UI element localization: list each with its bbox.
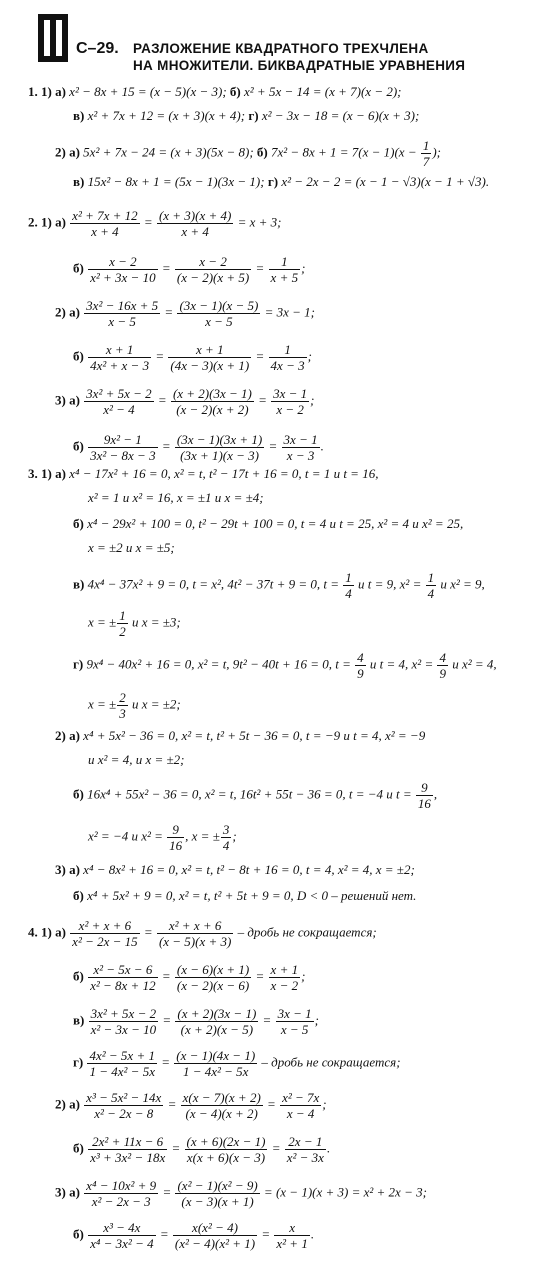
fraction-denominator: x² + 3x − 10 xyxy=(90,270,156,285)
fraction-denominator: (x − 2)(x + 5) xyxy=(176,270,250,285)
math-text: , xyxy=(433,786,438,802)
math-text: x = ±2 и x = ±5; xyxy=(88,540,175,555)
math-text: = 3x − 1; xyxy=(261,304,315,320)
fraction-numerator: x² + x + 6 xyxy=(70,918,139,934)
fraction-denominator: (x² − 4)(x² + 1) xyxy=(174,1236,256,1251)
item-label: в) xyxy=(73,576,88,592)
math-text: = x + 3; xyxy=(234,214,282,230)
item-label: б) xyxy=(73,786,88,802)
math-text: . xyxy=(310,1226,315,1242)
math-text: = xyxy=(158,968,174,984)
fraction xyxy=(173,1220,257,1251)
fraction-denominator: 1 − 4x² − 5x xyxy=(182,1064,249,1079)
item-label: б) xyxy=(73,968,88,984)
fraction-numerator: (x + 3)(x + 4) xyxy=(158,208,232,223)
solution-line xyxy=(88,540,175,556)
fraction-numerator: x + 1 xyxy=(168,342,251,358)
solution-line xyxy=(73,780,437,811)
math-text: – дробь не сокращается; xyxy=(234,924,377,940)
section-title xyxy=(133,40,465,74)
fraction-denominator: 4 xyxy=(222,838,230,853)
math-text: x = ± xyxy=(88,696,117,712)
item-label: 4. 1) а) xyxy=(28,924,70,940)
fraction-denominator: x + 4 xyxy=(181,224,209,239)
solution-line xyxy=(73,432,324,463)
fraction-denominator: x + 5 xyxy=(270,270,299,285)
fraction-numerator: 3 xyxy=(222,822,230,837)
fraction-numerator: (x − 6)(x + 1) xyxy=(176,962,250,977)
math-text: x² = −4 и x² = xyxy=(88,828,167,844)
solution-line xyxy=(28,466,378,482)
fraction-numerator: x(x² − 4) xyxy=(173,1220,257,1236)
fraction xyxy=(84,1090,163,1121)
fraction-numerator: x² − 7x xyxy=(282,1090,320,1105)
solution-line xyxy=(73,650,497,681)
fraction-numerator: (x + 2)(3x − 1) xyxy=(177,1006,257,1021)
fraction xyxy=(426,570,437,601)
item-label: 2) а) xyxy=(55,144,84,160)
item-label: б) xyxy=(73,1140,88,1156)
solution-line xyxy=(55,138,441,169)
math-text: x⁴ − 29x² + 100 = 0, t² − 29t + 100 = 0, t = 4 и t = 25, x² = 4 и x² = 25, xyxy=(87,516,464,531)
fraction xyxy=(175,432,264,463)
math-text: = xyxy=(258,1226,274,1242)
fraction-denominator: 4x² + x − 3 xyxy=(90,358,150,373)
math-text: = (x − 1)(x + 3) = x² + 2x − 3; xyxy=(260,1184,427,1200)
fraction-denominator: x(x + 6)(x − 3) xyxy=(186,1150,266,1165)
math-text: = xyxy=(252,968,268,984)
fraction xyxy=(157,208,233,239)
fraction xyxy=(282,432,320,463)
fraction-denominator: 3x² − 8x − 3 xyxy=(90,448,156,463)
fraction xyxy=(70,208,139,239)
math-text: ; xyxy=(301,968,306,984)
item-label: б) xyxy=(73,1226,88,1242)
solution-line xyxy=(73,888,416,904)
fraction xyxy=(88,342,151,373)
fraction-numerator: (x² − 1)(x² − 9) xyxy=(177,1178,258,1193)
math-text: . xyxy=(326,1140,331,1156)
math-text: x² − 3x − 18 = (x − 6)(x + 3); xyxy=(261,108,420,123)
fraction-numerator: (x + 6)(2x − 1) xyxy=(186,1134,266,1149)
solution-line xyxy=(73,342,312,373)
math-text: ; xyxy=(232,828,237,844)
fraction-denominator: 4 xyxy=(345,586,352,601)
math-text: 9x⁴ − 40x² + 16 = 0, x² = t, 9t² − 40t + 16 = 0, t = xyxy=(86,656,355,672)
math-text: – дробь не сокращается; xyxy=(258,1054,401,1070)
math-text: = xyxy=(263,1096,280,1112)
solution-line xyxy=(88,690,181,721)
math-text: ; xyxy=(322,1096,327,1112)
item-label: в) xyxy=(73,174,88,189)
fraction xyxy=(185,1134,268,1165)
math-text: x⁴ − 17x² + 16 = 0, x² = t, t² − 17t + 16 = 0, t = 1 и t = 16, xyxy=(69,466,379,481)
item-label: б) xyxy=(256,144,272,160)
math-text: ; xyxy=(307,348,312,364)
fraction-denominator: x² − 2x − 3 xyxy=(91,1194,151,1209)
math-text: = xyxy=(140,214,156,230)
fraction xyxy=(269,962,301,993)
fraction xyxy=(88,962,157,993)
fraction xyxy=(269,342,307,373)
solution-line xyxy=(73,516,463,532)
fraction-denominator: x² + 1 xyxy=(276,1236,308,1251)
math-text: и x² = 9, xyxy=(437,576,485,592)
fraction-denominator: x² − 8x + 12 xyxy=(90,978,156,993)
math-text: = xyxy=(140,924,156,940)
fraction-numerator: 4 xyxy=(357,650,364,665)
solution-line xyxy=(73,108,419,124)
math-text: = xyxy=(265,438,281,454)
fraction-numerator: (3x − 1)(x − 5) xyxy=(179,298,259,313)
math-text: = xyxy=(252,260,268,276)
math-text: и x² = 4, xyxy=(448,656,497,672)
math-text: = xyxy=(259,1012,275,1028)
fraction-numerator: x² + 7x + 12 xyxy=(72,208,138,223)
fraction xyxy=(221,822,232,853)
fraction-denominator: x − 5 xyxy=(280,1022,309,1037)
fraction-numerator: x² + x + 6 xyxy=(157,918,233,934)
fraction-numerator: 9 xyxy=(416,780,433,796)
fraction xyxy=(421,138,432,169)
solution-line xyxy=(73,254,305,285)
solution-line xyxy=(73,1048,401,1079)
math-text: ); xyxy=(432,144,442,160)
fraction-denominator: (x − 2)(x + 2) xyxy=(176,402,249,417)
math-text: = xyxy=(158,260,174,276)
fraction-numerator: 1 xyxy=(422,138,430,153)
item-label: 3) а) xyxy=(55,392,84,408)
fraction xyxy=(416,780,433,811)
item-label: б) xyxy=(73,516,88,531)
fraction xyxy=(271,386,309,417)
math-text: , x = ± xyxy=(185,828,220,844)
fraction-numerator: 3x − 1 xyxy=(273,386,308,401)
item-label: 3) а) xyxy=(55,862,84,877)
fraction-denominator: 9 xyxy=(357,666,364,681)
solution-line xyxy=(55,1090,327,1121)
item-label: 3) а) xyxy=(55,1184,84,1200)
solution-line xyxy=(55,728,425,744)
fraction-numerator: 4 xyxy=(439,650,446,665)
math-text: x² − 2x − 2 = (x − 1 − √3)(x − 1 + √3). xyxy=(281,174,490,189)
math-text: = xyxy=(156,1226,172,1242)
fraction xyxy=(174,1048,257,1079)
item-label: 2) а) xyxy=(55,1096,84,1112)
fraction-denominator: 1 − 4x² − 5x xyxy=(89,1064,155,1079)
fraction-denominator: 2 xyxy=(119,624,126,639)
fraction-numerator: 2 xyxy=(119,690,126,705)
fraction-numerator: x⁴ − 10x² + 9 xyxy=(86,1178,157,1193)
solution-line xyxy=(28,84,402,100)
section-title-line-1: РАЗЛОЖЕНИЕ КВАДРАТНОГО ТРЕХЧЛЕНА xyxy=(133,41,429,56)
solution-line xyxy=(28,918,377,949)
item-label: г) xyxy=(73,1054,87,1070)
solution-line xyxy=(73,174,489,190)
solution-line xyxy=(55,298,315,329)
item-label: 2. 1) а) xyxy=(28,214,70,230)
fraction-denominator: x⁴ − 3x² − 4 xyxy=(90,1236,154,1251)
math-text: = xyxy=(161,304,177,320)
item-label: 1. 1) а) xyxy=(28,84,70,99)
fraction xyxy=(88,1134,167,1165)
solution-line xyxy=(88,752,184,768)
solution-line xyxy=(28,208,282,239)
fraction-numerator: 3x² + 5x − 2 xyxy=(90,1006,157,1021)
fraction-denominator: x + 4 xyxy=(91,224,119,239)
solution-line xyxy=(88,608,181,639)
math-text: x = ± xyxy=(88,614,117,630)
solution-line xyxy=(73,962,305,993)
math-text: = xyxy=(268,1140,284,1156)
fraction xyxy=(177,298,260,329)
item-label: 2) а) xyxy=(55,304,84,320)
math-text: 15x² − 8x + 1 = (5x − 1)(3x − 1); xyxy=(87,174,268,189)
fraction xyxy=(171,386,254,417)
fraction xyxy=(181,1090,263,1121)
fraction-denominator: x² − 2x − 8 xyxy=(94,1106,154,1121)
fraction-numerator: 3x − 1 xyxy=(277,1006,312,1021)
math-text: и t = 9, x² = xyxy=(354,576,425,592)
fraction-denominator: 4x − 3 xyxy=(270,358,305,373)
fraction xyxy=(175,1178,259,1209)
fraction-denominator: 7 xyxy=(422,154,430,169)
fraction-denominator: x² − 2x − 15 xyxy=(72,934,138,949)
fraction-numerator: 3x² + 5x − 2 xyxy=(86,386,152,401)
fraction-numerator: 1 xyxy=(427,570,435,585)
fraction-denominator: 4 xyxy=(427,586,435,601)
fraction xyxy=(117,690,128,721)
math-text: = xyxy=(159,1184,175,1200)
fraction xyxy=(280,1090,321,1121)
fraction xyxy=(84,386,153,417)
chapter-mark-icon xyxy=(38,14,68,62)
item-label: б) xyxy=(73,888,88,903)
section-title-line-2: НА МНОЖИТЕЛИ. БИКВАДРАТНЫЕ УРАВНЕНИЯ xyxy=(133,58,466,73)
item-label: б) xyxy=(73,438,88,454)
fraction xyxy=(84,1178,158,1209)
fraction xyxy=(175,254,251,285)
fraction-numerator: 1 xyxy=(119,608,126,623)
fraction-numerator: x − 2 xyxy=(175,254,251,270)
fraction-numerator: 9 xyxy=(167,822,184,838)
math-text: 7x² − 8x + 1 = 7(x − 1)(x − xyxy=(271,144,420,160)
fraction-numerator: 2x − 1 xyxy=(285,1134,326,1150)
fraction-numerator: x(x − 7)(x + 2) xyxy=(182,1090,261,1105)
math-text: = xyxy=(154,392,170,408)
solution-line xyxy=(55,862,415,878)
fraction xyxy=(157,918,233,949)
fraction-denominator: x − 3 xyxy=(286,448,315,463)
solution-line xyxy=(73,1006,319,1037)
fraction-numerator: x² − 5x − 6 xyxy=(88,962,157,978)
math-text: ; xyxy=(301,260,306,276)
fraction-denominator: (x + 2)(x − 5) xyxy=(180,1022,254,1037)
fraction-denominator: 16 xyxy=(169,838,183,853)
math-text: x⁴ + 5x² + 9 = 0, x² = t, t² + 5t + 9 = 0, D < 0 – решений нет. xyxy=(87,888,417,903)
fraction-numerator: x³ − 5x² − 14x xyxy=(86,1090,162,1105)
fraction xyxy=(89,1006,158,1037)
fraction xyxy=(88,432,157,463)
math-text: x² − 8x + 15 = (x − 5)(x − 3); xyxy=(69,84,230,99)
fraction-denominator: x − 2 xyxy=(276,402,304,417)
fraction-numerator: (x − 1)(4x − 1) xyxy=(176,1048,256,1063)
fraction xyxy=(437,650,448,681)
fraction-numerator: 3x² − 16x + 5 xyxy=(86,298,159,313)
fraction xyxy=(168,342,251,373)
fraction xyxy=(175,1006,258,1037)
fraction-numerator: x xyxy=(274,1220,309,1236)
fraction-denominator: x² − 3x − 10 xyxy=(90,1022,157,1037)
fraction-denominator: x² − 4 xyxy=(103,402,135,417)
fraction xyxy=(88,1220,156,1251)
section-number: С–29. xyxy=(76,40,119,57)
fraction-denominator: x − 5 xyxy=(108,314,136,329)
fraction xyxy=(355,650,366,681)
fraction-denominator: x − 5 xyxy=(205,314,233,329)
item-label: 3. 1) а) xyxy=(28,466,70,481)
fraction-denominator: 16 xyxy=(417,796,431,811)
fraction-numerator: 1 xyxy=(345,570,352,585)
math-text: x⁴ + 5x² − 36 = 0, x² = t, t² + 5t − 36 = 0, t = −9 и t = 4, x² = −9 xyxy=(83,728,426,743)
fraction-numerator: x³ − 4x xyxy=(88,1220,156,1236)
item-label: б) xyxy=(73,260,88,276)
fraction xyxy=(167,822,184,853)
fraction xyxy=(117,608,128,639)
math-text: = xyxy=(252,348,268,364)
math-text: и x = ±2; xyxy=(128,696,181,712)
fraction-numerator: x + 1 xyxy=(270,962,299,977)
fraction-denominator: (4x − 3)(x + 1) xyxy=(170,358,250,373)
fraction xyxy=(84,298,160,329)
fraction-numerator: (x + 2)(3x − 1) xyxy=(172,386,252,401)
fraction-denominator: 3 xyxy=(119,706,126,721)
solution-line xyxy=(55,1178,427,1209)
math-text: = xyxy=(159,1012,175,1028)
item-label: г) xyxy=(248,108,262,123)
fraction-denominator: x − 2 xyxy=(270,978,299,993)
math-text: . xyxy=(320,438,324,454)
math-text: = xyxy=(164,1096,180,1112)
math-text: x⁴ − 8x² + 16 = 0, x² = t, t² − 8t + 16 = 0, t = 4, x² = 4, x = ±2; xyxy=(83,862,415,877)
math-text: 5x² + 7x − 24 = (x + 3)(5x − 8); xyxy=(83,144,257,160)
fraction-numerator: (3x − 1)(3x + 1) xyxy=(176,432,263,447)
fraction-denominator: x − 4 xyxy=(286,1106,315,1121)
math-text: = xyxy=(158,438,174,454)
item-label: б) xyxy=(229,84,245,99)
math-text: x² + 5x − 14 = (x + 7)(x − 2); xyxy=(244,84,402,99)
fraction xyxy=(87,1048,156,1079)
fraction-denominator: 9 xyxy=(439,666,446,681)
fraction-numerator: x + 1 xyxy=(88,342,151,358)
math-text: = xyxy=(254,392,271,408)
math-text: x² = 1 и x² = 16, x = ±1 и x = ±4; xyxy=(88,490,264,505)
item-label: г) xyxy=(73,656,87,672)
math-text: = xyxy=(152,348,168,364)
fraction-numerator: 1 xyxy=(269,254,301,270)
math-text: 16x⁴ + 55x² − 36 = 0, x² = t, 16t² + 55t − 36 = 0, t = −4 и t = xyxy=(87,786,415,802)
fraction-denominator: (3x + 1)(x − 3) xyxy=(180,448,260,463)
fraction-denominator: (x − 3)(x + 1) xyxy=(181,1194,254,1209)
math-text: ; xyxy=(310,392,315,408)
solution-line xyxy=(73,1220,314,1251)
math-text: и x = ±3; xyxy=(128,614,181,630)
fraction xyxy=(88,254,157,285)
solution-line xyxy=(88,490,264,506)
fraction-denominator: (x − 5)(x + 3) xyxy=(158,934,232,949)
fraction xyxy=(175,962,251,993)
solution-line xyxy=(55,386,315,417)
fraction-numerator: 3x − 1 xyxy=(283,432,318,447)
math-text: = xyxy=(168,1140,184,1156)
fraction xyxy=(276,1006,314,1037)
item-label: б) xyxy=(73,348,88,364)
fraction-numerator: 2x² + 11x − 6 xyxy=(88,1134,167,1150)
item-label: в) xyxy=(73,1012,88,1028)
item-label: в) xyxy=(73,108,88,123)
fraction-denominator: (x − 4)(x + 2) xyxy=(185,1106,258,1121)
math-text: 4x⁴ − 37x² + 9 = 0, t = x², 4t² − 37t + 9 = 0, t = xyxy=(87,576,343,592)
fraction xyxy=(343,570,354,601)
fraction-numerator: 1 xyxy=(269,342,307,358)
fraction-numerator: 4x² − 5x + 1 xyxy=(89,1048,155,1063)
fraction xyxy=(269,254,301,285)
fraction-denominator: x³ + 3x² − 18x xyxy=(90,1150,166,1165)
item-label: 2) а) xyxy=(55,728,84,743)
math-text: = xyxy=(157,1054,174,1070)
fraction-denominator: x² − 3x xyxy=(286,1150,324,1165)
solution-line xyxy=(73,1134,330,1165)
math-text: и x² = 4, и x = ±2; xyxy=(88,752,185,767)
fraction xyxy=(274,1220,309,1251)
math-text: x² + 7x + 12 = (x + 3)(x + 4); xyxy=(87,108,249,123)
fraction xyxy=(70,918,139,949)
fraction-numerator: 9x² − 1 xyxy=(88,432,157,448)
fraction xyxy=(285,1134,326,1165)
solution-line xyxy=(88,822,237,853)
fraction-numerator: x − 2 xyxy=(88,254,157,270)
item-label: г) xyxy=(267,174,282,189)
fraction-denominator: (x − 2)(x − 6) xyxy=(176,978,250,993)
math-text: ; xyxy=(314,1012,319,1028)
solution-line xyxy=(73,570,485,601)
math-text: и t = 4, x² = xyxy=(366,656,437,672)
